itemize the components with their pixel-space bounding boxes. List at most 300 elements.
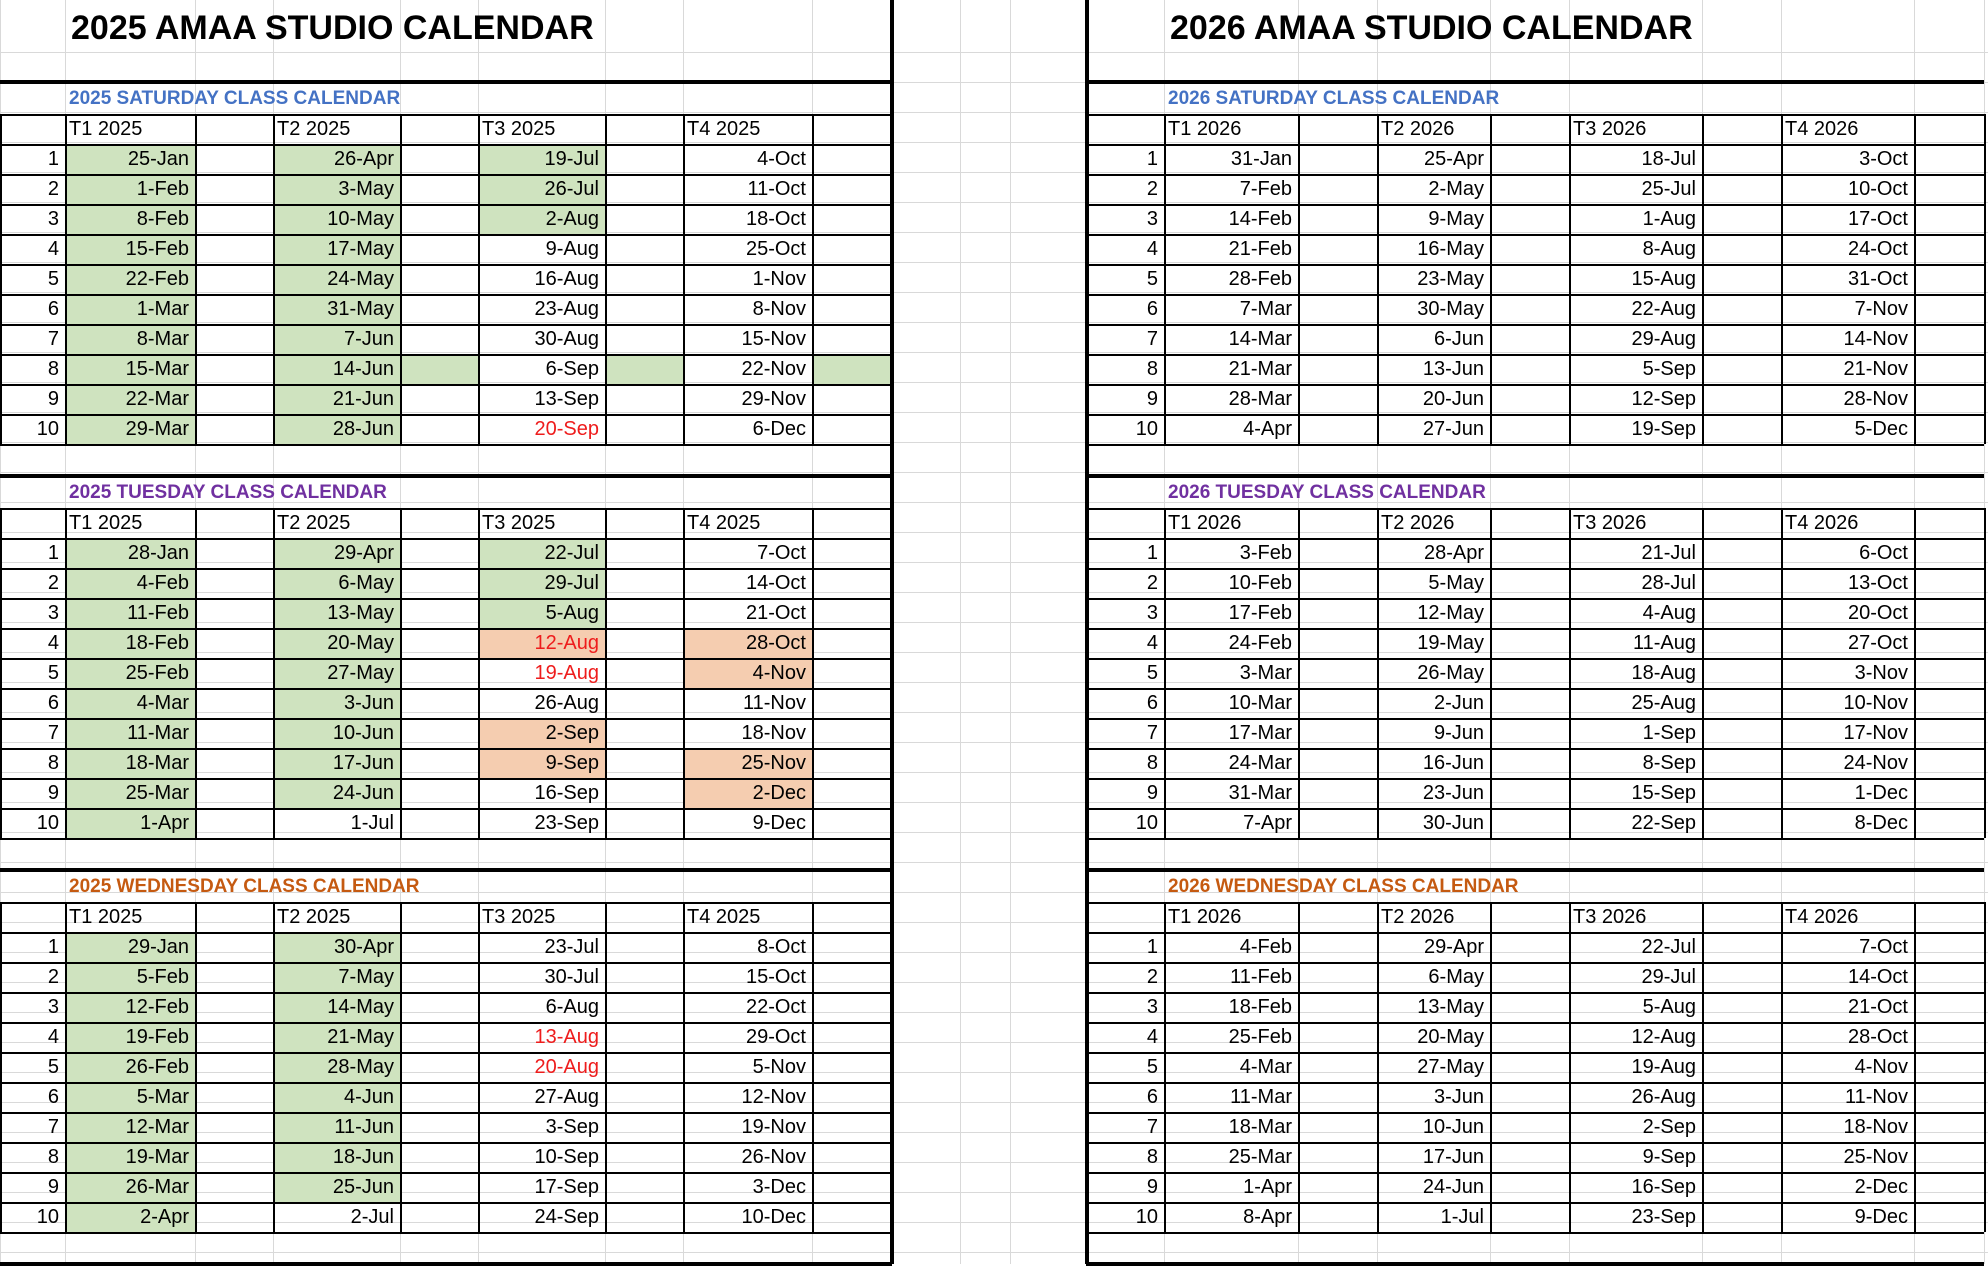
class-date-cell[interactable]: 21-Jun	[273, 384, 400, 414]
class-date-cell[interactable]: 18-Aug	[1631, 662, 1696, 684]
class-date-cell[interactable]: 11-Nov	[1845, 1086, 1908, 1108]
spacer-cell[interactable]	[1914, 992, 1984, 1022]
class-date-cell[interactable]: 23-Sep	[1631, 1206, 1696, 1228]
spacer-cell[interactable]	[1914, 324, 1984, 354]
class-date-cell[interactable]: 28-Jul	[1641, 572, 1696, 594]
term-header[interactable]: T2 2026	[1381, 512, 1455, 534]
class-date-cell[interactable]: 28-Oct	[1847, 1026, 1908, 1048]
class-date-cell[interactable]: 28-Apr	[1423, 542, 1484, 564]
class-date-cell[interactable]: 23-May	[1417, 268, 1484, 290]
spacer-cell[interactable]	[1914, 1022, 1984, 1052]
spacer-cell[interactable]	[605, 1112, 683, 1142]
spacer-cell[interactable]	[1914, 778, 1984, 808]
class-date-cell[interactable]: 16-May	[1417, 238, 1484, 260]
spacer-cell[interactable]	[1702, 778, 1781, 808]
spacer-cell[interactable]	[195, 1172, 273, 1202]
spacer-cell[interactable]	[812, 1202, 892, 1232]
class-date-cell[interactable]: 7-Mar	[1239, 298, 1292, 320]
class-date-cell[interactable]: 18-Feb	[65, 628, 195, 658]
spacer-cell[interactable]	[1298, 294, 1377, 324]
spacer-cell[interactable]	[1914, 1052, 1984, 1082]
term-header[interactable]: T4 2025	[687, 118, 761, 140]
spacer-cell[interactable]	[1298, 568, 1377, 598]
class-date-cell[interactable]: 3-Mar	[1239, 662, 1292, 684]
spacer-cell[interactable]	[1298, 598, 1377, 628]
term-header[interactable]: T4 2025	[687, 906, 761, 928]
class-date-cell[interactable]: 3-Feb	[1239, 542, 1292, 564]
spacer-cell[interactable]	[1702, 384, 1781, 414]
class-date-cell[interactable]: 2-Apr	[65, 1202, 195, 1232]
spacer-cell[interactable]	[1298, 1202, 1377, 1232]
spacer-cell[interactable]	[1298, 992, 1377, 1022]
spacer-cell[interactable]	[400, 414, 478, 444]
spacer-cell[interactable]	[1914, 1202, 1984, 1232]
class-date-cell[interactable]: 24-May	[273, 264, 400, 294]
class-date-cell[interactable]: 19-Mar	[65, 1142, 195, 1172]
term-header[interactable]: T1 2025	[69, 906, 143, 928]
class-date-cell[interactable]: 14-Mar	[1228, 328, 1292, 350]
class-date-cell[interactable]: 18-Mar	[1228, 1116, 1292, 1138]
term-header[interactable]: T3 2026	[1573, 906, 1647, 928]
spacer-cell[interactable]	[195, 688, 273, 718]
spacer-cell[interactable]	[1490, 1142, 1569, 1172]
class-date-cell[interactable]: 27-May	[273, 658, 400, 688]
spacer-cell[interactable]	[1702, 264, 1781, 294]
class-date-cell[interactable]: 10-Jun	[1422, 1116, 1484, 1138]
spacer-cell[interactable]	[605, 264, 683, 294]
spacer-cell[interactable]	[195, 992, 273, 1022]
class-date-cell[interactable]: 22-Sep	[1631, 812, 1696, 834]
spacer-cell[interactable]	[195, 234, 273, 264]
spacer-cell[interactable]	[812, 354, 892, 384]
spacer-cell[interactable]	[1702, 174, 1781, 204]
spacer-cell[interactable]	[605, 992, 683, 1022]
class-date-cell[interactable]: 16-Jun	[1422, 752, 1484, 774]
class-date-cell[interactable]: 17-Feb	[1228, 602, 1292, 624]
spacer-cell[interactable]	[195, 778, 273, 808]
class-date-cell[interactable]: 6-Dec	[752, 418, 806, 440]
spacer-cell[interactable]	[195, 1142, 273, 1172]
spacer-cell[interactable]	[400, 962, 478, 992]
class-date-cell[interactable]: 8-Dec	[1854, 812, 1908, 834]
class-date-cell[interactable]: 8-Oct	[757, 936, 806, 958]
class-date-cell[interactable]: 20-Oct	[1847, 602, 1908, 624]
spacer-cell[interactable]	[400, 1112, 478, 1142]
term-header[interactable]: T2 2025	[277, 118, 351, 140]
spacer-cell[interactable]	[1298, 748, 1377, 778]
class-date-cell[interactable]: 18-Jun	[273, 1142, 400, 1172]
class-date-cell[interactable]: 17-Jun	[273, 748, 400, 778]
spacer-cell[interactable]	[1298, 354, 1377, 384]
class-date-cell[interactable]: 6-May	[1428, 966, 1484, 988]
class-date-cell[interactable]: 25-Oct	[745, 238, 806, 260]
spacer-cell[interactable]	[1490, 174, 1569, 204]
spacer-cell[interactable]	[1702, 598, 1781, 628]
spacer-cell[interactable]	[812, 414, 892, 444]
spacer-cell[interactable]	[1914, 658, 1984, 688]
spacer-cell[interactable]	[195, 628, 273, 658]
spacer-cell[interactable]	[400, 1082, 478, 1112]
spacer-cell[interactable]	[812, 808, 892, 838]
class-date-cell[interactable]: 26-Apr	[273, 144, 400, 174]
spacer-cell[interactable]	[605, 1142, 683, 1172]
term-header[interactable]: T3 2025	[482, 512, 556, 534]
class-date-cell[interactable]: 12-Feb	[65, 992, 195, 1022]
spacer-cell[interactable]	[812, 688, 892, 718]
class-date-cell[interactable]: 26-Aug	[1631, 1086, 1696, 1108]
spacer-cell[interactable]	[1702, 1142, 1781, 1172]
class-date-cell[interactable]: 28-May	[273, 1052, 400, 1082]
class-date-cell[interactable]: 7-May	[273, 962, 400, 992]
spacer-cell[interactable]	[1914, 264, 1984, 294]
spacer-cell[interactable]	[195, 538, 273, 568]
class-date-cell[interactable]: 28-Mar	[1228, 388, 1292, 410]
spacer-cell[interactable]	[1298, 324, 1377, 354]
spacer-cell[interactable]	[1490, 234, 1569, 264]
spacer-cell[interactable]	[1702, 144, 1781, 174]
class-date-cell[interactable]: 7-Nov	[1854, 298, 1908, 320]
class-date-cell[interactable]: 1-Apr	[65, 808, 195, 838]
spacer-cell[interactable]	[605, 1052, 683, 1082]
spacer-cell[interactable]	[1490, 962, 1569, 992]
spacer-cell[interactable]	[605, 204, 683, 234]
class-date-cell[interactable]: 11-Mar	[65, 718, 195, 748]
class-date-cell[interactable]: 23-Sep	[534, 812, 599, 834]
class-date-cell[interactable]: 12-Nov	[741, 1086, 806, 1108]
class-date-cell[interactable]: 11-Mar	[1230, 1086, 1292, 1108]
spacer-cell[interactable]	[195, 1082, 273, 1112]
spacer-cell[interactable]	[1298, 414, 1377, 444]
class-date-cell[interactable]: 27-Jun	[1422, 418, 1484, 440]
class-date-cell[interactable]: 25-Nov	[683, 748, 812, 778]
class-date-cell[interactable]: 13-Aug	[534, 1026, 599, 1048]
spacer-cell[interactable]	[195, 414, 273, 444]
spacer-cell[interactable]	[812, 1172, 892, 1202]
class-date-cell[interactable]: 21-May	[273, 1022, 400, 1052]
spacer-cell[interactable]	[1702, 1202, 1781, 1232]
spacer-cell[interactable]	[195, 962, 273, 992]
class-date-cell[interactable]: 7-Feb	[1239, 178, 1292, 200]
spacer-cell[interactable]	[400, 568, 478, 598]
class-date-cell[interactable]: 24-Oct	[1847, 238, 1908, 260]
term-header[interactable]: T3 2026	[1573, 118, 1647, 140]
class-date-cell[interactable]: 18-Jul	[1641, 148, 1696, 170]
spacer-cell[interactable]	[1914, 538, 1984, 568]
class-date-cell[interactable]: 19-May	[1417, 632, 1484, 654]
spacer-cell[interactable]	[605, 294, 683, 324]
spacer-cell[interactable]	[1914, 354, 1984, 384]
spacer-cell[interactable]	[400, 538, 478, 568]
class-date-cell[interactable]: 29-Jul	[478, 568, 605, 598]
spacer-cell[interactable]	[1490, 1202, 1569, 1232]
spacer-cell[interactable]	[195, 204, 273, 234]
spacer-cell[interactable]	[605, 962, 683, 992]
class-date-cell[interactable]: 20-Aug	[534, 1056, 599, 1078]
term-header[interactable]: T2 2026	[1381, 906, 1455, 928]
class-date-cell[interactable]: 5-Mar	[65, 1082, 195, 1112]
spacer-cell[interactable]	[1702, 932, 1781, 962]
class-date-cell[interactable]: 7-Oct	[757, 542, 806, 564]
spacer-cell[interactable]	[1298, 144, 1377, 174]
class-date-cell[interactable]: 15-Feb	[65, 234, 195, 264]
spacer-cell[interactable]	[812, 294, 892, 324]
spacer-cell[interactable]	[400, 264, 478, 294]
spacer-cell[interactable]	[1298, 1142, 1377, 1172]
spacer-cell[interactable]	[195, 144, 273, 174]
spacer-cell[interactable]	[605, 1082, 683, 1112]
class-date-cell[interactable]: 24-Sep	[534, 1206, 599, 1228]
spacer-cell[interactable]	[605, 808, 683, 838]
class-date-cell[interactable]: 7-Apr	[1243, 812, 1292, 834]
spacer-cell[interactable]	[1298, 932, 1377, 962]
spacer-cell[interactable]	[1914, 1142, 1984, 1172]
spacer-cell[interactable]	[400, 1022, 478, 1052]
spacer-cell[interactable]	[195, 1052, 273, 1082]
class-date-cell[interactable]: 24-Feb	[1228, 632, 1292, 654]
class-date-cell[interactable]: 12-Aug	[1631, 1026, 1696, 1048]
spacer-cell[interactable]	[605, 568, 683, 598]
class-date-cell[interactable]: 1-Nov	[752, 268, 806, 290]
spacer-cell[interactable]	[400, 1142, 478, 1172]
spacer-cell[interactable]	[1702, 628, 1781, 658]
class-date-cell[interactable]: 24-Nov	[1843, 752, 1908, 774]
spacer-cell[interactable]	[605, 234, 683, 264]
spacer-cell[interactable]	[812, 384, 892, 414]
class-date-cell[interactable]: 9-Jun	[1433, 722, 1484, 744]
class-date-cell[interactable]: 9-Dec	[752, 812, 806, 834]
class-date-cell[interactable]: 10-Nov	[1843, 692, 1908, 714]
class-date-cell[interactable]: 13-May	[273, 598, 400, 628]
class-date-cell[interactable]: 22-Mar	[65, 384, 195, 414]
class-date-cell[interactable]: 29-Jan	[65, 932, 195, 962]
class-date-cell[interactable]: 18-Mar	[65, 748, 195, 778]
class-date-cell[interactable]: 11-Feb	[1230, 966, 1292, 988]
spacer-cell[interactable]	[1490, 568, 1569, 598]
spacer-cell[interactable]	[1914, 598, 1984, 628]
class-date-cell[interactable]: 26-Aug	[534, 692, 599, 714]
spacer-cell[interactable]	[1914, 718, 1984, 748]
class-date-cell[interactable]: 14-Feb	[1228, 208, 1292, 230]
class-date-cell[interactable]: 8-Sep	[1642, 752, 1696, 774]
class-date-cell[interactable]: 21-Jul	[1641, 542, 1696, 564]
spacer-cell[interactable]	[400, 808, 478, 838]
class-date-cell[interactable]: 1-Sep	[1642, 722, 1696, 744]
class-date-cell[interactable]: 10-Dec	[741, 1206, 806, 1228]
class-date-cell[interactable]: 7-Jun	[273, 324, 400, 354]
class-date-cell[interactable]: 15-Aug	[1631, 268, 1696, 290]
class-date-cell[interactable]: 25-Aug	[1631, 692, 1696, 714]
class-date-cell[interactable]: 4-Aug	[1642, 602, 1696, 624]
spacer-cell[interactable]	[400, 204, 478, 234]
term-header[interactable]: T1 2026	[1168, 512, 1242, 534]
class-date-cell[interactable]: 8-Aug	[1642, 238, 1696, 260]
spacer-cell[interactable]	[1490, 538, 1569, 568]
class-date-cell[interactable]: 19-Aug	[1631, 1056, 1696, 1078]
spacer-cell[interactable]	[1298, 962, 1377, 992]
class-date-cell[interactable]: 5-Sep	[1642, 358, 1696, 380]
class-date-cell[interactable]: 15-Oct	[745, 966, 806, 988]
spacer-cell[interactable]	[1914, 414, 1984, 444]
spacer-cell[interactable]	[1298, 1052, 1377, 1082]
spacer-cell[interactable]	[812, 264, 892, 294]
spacer-cell[interactable]	[1914, 1082, 1984, 1112]
spacer-cell[interactable]	[400, 324, 478, 354]
spacer-cell[interactable]	[195, 808, 273, 838]
class-date-cell[interactable]: 5-Nov	[752, 1056, 806, 1078]
class-date-cell[interactable]: 29-Aug	[1631, 328, 1696, 350]
spacer-cell[interactable]	[195, 748, 273, 778]
class-date-cell[interactable]: 28-Jan	[65, 538, 195, 568]
class-date-cell[interactable]: 25-Jun	[273, 1172, 400, 1202]
spacer-cell[interactable]	[195, 932, 273, 962]
class-date-cell[interactable]: 26-Mar	[65, 1172, 195, 1202]
class-date-cell[interactable]: 25-Mar	[1228, 1146, 1292, 1168]
class-date-cell[interactable]: 22-Aug	[1631, 298, 1696, 320]
class-date-cell[interactable]: 5-Feb	[65, 962, 195, 992]
term-header[interactable]: T1 2026	[1168, 906, 1242, 928]
class-date-cell[interactable]: 9-May	[1428, 208, 1484, 230]
spacer-cell[interactable]	[1702, 414, 1781, 444]
spacer-cell[interactable]	[1490, 1052, 1569, 1082]
spacer-cell[interactable]	[1490, 778, 1569, 808]
term-header[interactable]: T1 2025	[69, 512, 143, 534]
spacer-cell[interactable]	[1490, 324, 1569, 354]
spacer-cell[interactable]	[1490, 598, 1569, 628]
class-date-cell[interactable]: 6-Jun	[1433, 328, 1484, 350]
spacer-cell[interactable]	[195, 324, 273, 354]
class-date-cell[interactable]: 21-Nov	[1843, 358, 1908, 380]
class-date-cell[interactable]: 31-May	[273, 294, 400, 324]
spacer-cell[interactable]	[400, 688, 478, 718]
term-header[interactable]: T2 2025	[277, 512, 351, 534]
spacer-cell[interactable]	[812, 992, 892, 1022]
class-date-cell[interactable]: 14-Jun	[273, 354, 400, 384]
class-date-cell[interactable]: 3-Sep	[545, 1116, 599, 1138]
class-date-cell[interactable]: 19-Feb	[65, 1022, 195, 1052]
spacer-cell[interactable]	[1914, 294, 1984, 324]
spacer-cell[interactable]	[1298, 264, 1377, 294]
spacer-cell[interactable]	[1490, 688, 1569, 718]
spacer-cell[interactable]	[1914, 628, 1984, 658]
class-date-cell[interactable]: 18-Feb	[1228, 996, 1292, 1018]
class-date-cell[interactable]: 22-Feb	[65, 264, 195, 294]
class-date-cell[interactable]: 5-Aug	[1642, 996, 1696, 1018]
class-date-cell[interactable]: 18-Oct	[745, 208, 806, 230]
spacer-cell[interactable]	[1702, 1052, 1781, 1082]
class-date-cell[interactable]: 21-Oct	[745, 602, 806, 624]
class-date-cell[interactable]: 1-Feb	[65, 174, 195, 204]
spacer-cell[interactable]	[1298, 778, 1377, 808]
class-date-cell[interactable]: 31-Mar	[1228, 782, 1292, 804]
class-date-cell[interactable]: 20-May	[1417, 1026, 1484, 1048]
class-date-cell[interactable]: 10-Jun	[273, 718, 400, 748]
spacer-cell[interactable]	[812, 962, 892, 992]
class-date-cell[interactable]: 31-Oct	[1847, 268, 1908, 290]
class-date-cell[interactable]: 21-Oct	[1847, 996, 1908, 1018]
class-date-cell[interactable]: 20-Jun	[1422, 388, 1484, 410]
spacer-cell[interactable]	[400, 992, 478, 1022]
class-date-cell[interactable]: 9-Sep	[1642, 1146, 1696, 1168]
spacer-cell[interactable]	[1298, 808, 1377, 838]
spacer-cell[interactable]	[400, 932, 478, 962]
class-date-cell[interactable]: 29-Jul	[1641, 966, 1696, 988]
class-date-cell[interactable]: 15-Nov	[741, 328, 806, 350]
spacer-cell[interactable]	[1490, 1112, 1569, 1142]
class-date-cell[interactable]: 12-Sep	[1631, 388, 1696, 410]
class-date-cell[interactable]: 2-May	[1428, 178, 1484, 200]
spacer-cell[interactable]	[1914, 1172, 1984, 1202]
class-date-cell[interactable]: 4-Feb	[65, 568, 195, 598]
class-date-cell[interactable]: 15-Mar	[65, 354, 195, 384]
term-header[interactable]: T2 2025	[277, 906, 351, 928]
class-date-cell[interactable]: 30-Jul	[544, 966, 599, 988]
class-date-cell[interactable]: 29-Apr	[1423, 936, 1484, 958]
spacer-cell[interactable]	[1298, 718, 1377, 748]
class-date-cell[interactable]: 30-Apr	[273, 932, 400, 962]
spacer-cell[interactable]	[195, 264, 273, 294]
class-date-cell[interactable]: 8-Feb	[65, 204, 195, 234]
class-date-cell[interactable]: 20-May	[273, 628, 400, 658]
spacer-cell[interactable]	[1490, 808, 1569, 838]
class-date-cell[interactable]: 25-Jul	[1641, 178, 1696, 200]
spacer-cell[interactable]	[1702, 1112, 1781, 1142]
class-date-cell[interactable]: 17-May	[273, 234, 400, 264]
spacer-cell[interactable]	[1490, 384, 1569, 414]
class-date-cell[interactable]: 22-Jul	[478, 538, 605, 568]
spacer-cell[interactable]	[400, 144, 478, 174]
class-date-cell[interactable]: 3-Nov	[1854, 662, 1908, 684]
class-date-cell[interactable]: 11-Nov	[743, 692, 806, 714]
spacer-cell[interactable]	[1298, 1082, 1377, 1112]
spacer-cell[interactable]	[1914, 144, 1984, 174]
spacer-cell[interactable]	[195, 1112, 273, 1142]
spacer-cell[interactable]	[1702, 568, 1781, 598]
spacer-cell[interactable]	[605, 718, 683, 748]
class-date-cell[interactable]: 27-Aug	[534, 1086, 599, 1108]
class-date-cell[interactable]: 3-Oct	[1859, 148, 1908, 170]
class-date-cell[interactable]: 19-Aug	[534, 662, 599, 684]
spacer-cell[interactable]	[1914, 1112, 1984, 1142]
class-date-cell[interactable]: 10-Oct	[1847, 178, 1908, 200]
spacer-cell[interactable]	[195, 174, 273, 204]
spacer-cell[interactable]	[1914, 748, 1984, 778]
class-date-cell[interactable]: 29-Oct	[745, 1026, 806, 1048]
spacer-cell[interactable]	[400, 598, 478, 628]
class-date-cell[interactable]: 26-May	[1417, 662, 1484, 684]
class-date-cell[interactable]: 4-Apr	[1243, 418, 1292, 440]
class-date-cell[interactable]: 13-Jun	[1422, 358, 1484, 380]
spacer-cell[interactable]	[812, 778, 892, 808]
class-date-cell[interactable]: 2-Aug	[478, 204, 605, 234]
spacer-cell[interactable]	[605, 538, 683, 568]
spacer-cell[interactable]	[1490, 658, 1569, 688]
spacer-cell[interactable]	[1490, 1022, 1569, 1052]
class-date-cell[interactable]: 2-Sep	[478, 718, 605, 748]
class-date-cell[interactable]: 13-Sep	[534, 388, 599, 410]
class-date-cell[interactable]: 8-Apr	[1243, 1206, 1292, 1228]
spacer-cell[interactable]	[605, 414, 683, 444]
spacer-cell[interactable]	[195, 294, 273, 324]
spacer-cell[interactable]	[1490, 932, 1569, 962]
class-date-cell[interactable]: 10-Mar	[1228, 692, 1292, 714]
class-date-cell[interactable]: 30-May	[1417, 298, 1484, 320]
class-date-cell[interactable]: 6-May	[273, 568, 400, 598]
class-date-cell[interactable]: 23-Jun	[1422, 782, 1484, 804]
spacer-cell[interactable]	[1702, 748, 1781, 778]
class-date-cell[interactable]: 9-Dec	[1854, 1206, 1908, 1228]
spacer-cell[interactable]	[812, 568, 892, 598]
term-header[interactable]: T1 2025	[69, 118, 143, 140]
